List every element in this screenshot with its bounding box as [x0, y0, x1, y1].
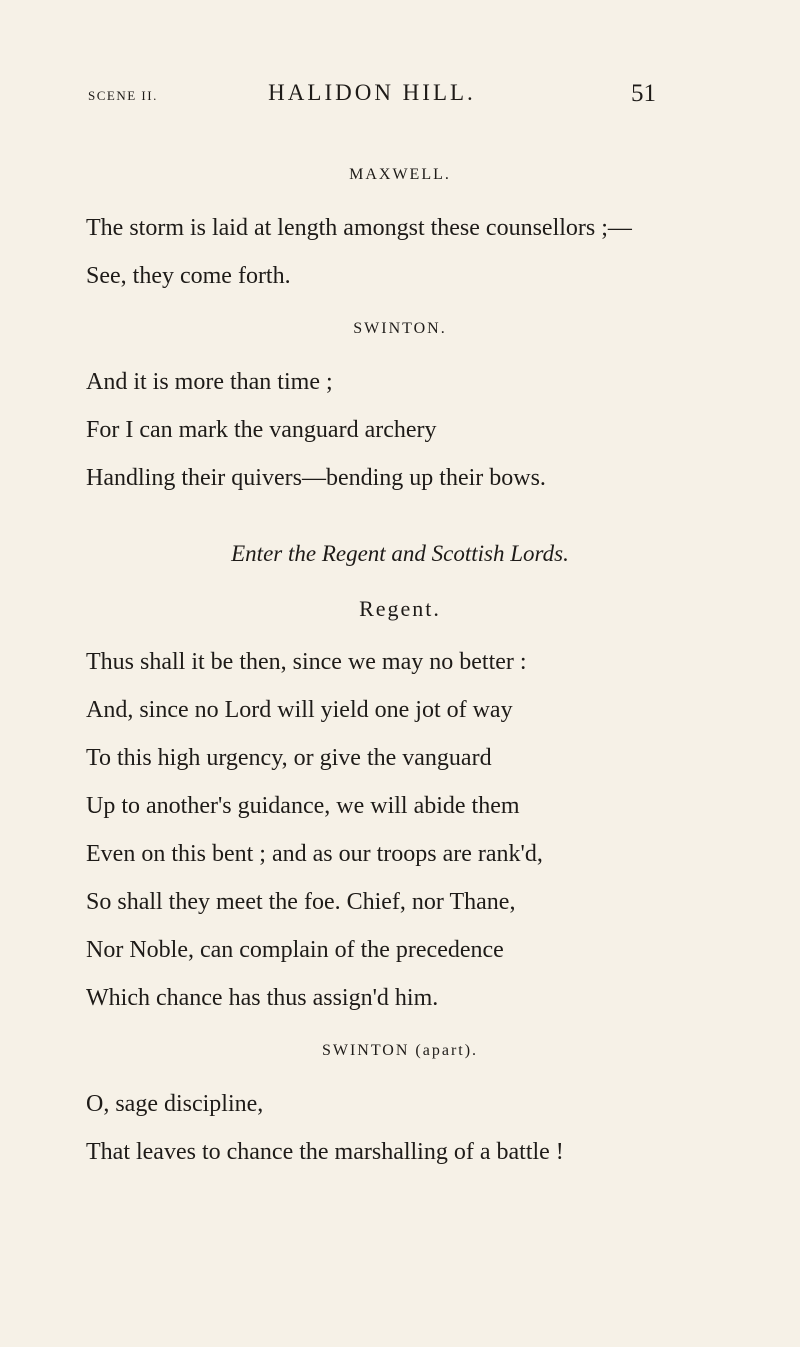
scene-label: SCENE II. [88, 88, 158, 103]
verse-line: Handling their quivers—bending up their bows. [86, 465, 546, 491]
verse-line: And, since no Lord will yield one jot of way [86, 697, 513, 723]
verse-line: Which chance has thus assign'd him. [86, 985, 439, 1011]
page-number: 51 [631, 80, 656, 107]
speaker-regent: Regent. [359, 596, 441, 621]
running-header [88, 80, 656, 120]
verse-line: The storm is laid at length amongst these counsellors ;— [86, 215, 632, 241]
verse-line: See, they come forth. [86, 263, 291, 289]
page-body [0, 160, 800, 1176]
verse-line: Even on this bent ; and as our troops are rank'd, [86, 841, 543, 867]
verse-line: So shall they meet the foe. Chief, nor Thane, [86, 889, 516, 915]
stage-direction: Enter the Regent and Scottish Lords. [231, 541, 569, 566]
verse-line: That leaves to chance the marshalling of a battle ! [86, 1139, 564, 1165]
verse-line: To this high urgency, or give the vanguard [86, 745, 492, 771]
verse-line: For I can mark the vanguard archery [86, 417, 437, 443]
verse-line: And it is more than time ; [86, 369, 333, 395]
verse-line: O, sage discipline, [86, 1091, 264, 1117]
verse-line: Thus shall it be then, since we may no better : [86, 649, 527, 675]
verse-line: Up to another's guidance, we will abide them [86, 793, 520, 819]
speaker-swinton: SWINTON. [353, 320, 447, 337]
speaker-swinton-apart: SWINTON (apart). [321, 1042, 479, 1059]
verse-line: Nor Noble, can complain of the precedence [86, 937, 504, 963]
running-title: HALIDON HILL. [268, 80, 476, 105]
speaker-maxwell: MAXWELL. [349, 166, 451, 183]
